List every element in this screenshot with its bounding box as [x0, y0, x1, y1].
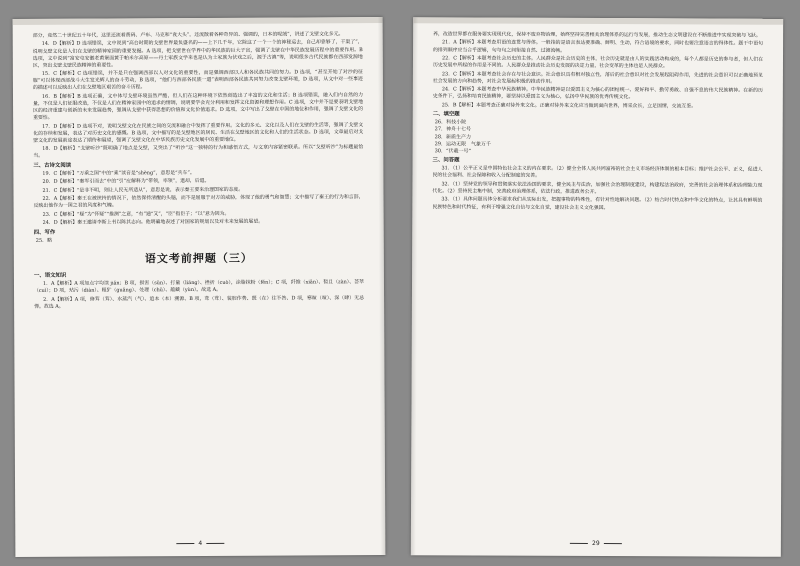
paper-title: 语文考前押题（三）: [144, 251, 253, 266]
paragraph: 17．D【解析】D 选项不对，说明戈壁文化在民族之间的交流和融合中发挥了重要作用。文化的多元、文化以及人们在戈壁的生活等，强调了戈壁文化的存续和发展，表达了对历史文化的感慨。B 选项，文中描写的是戈壁地区的居民、生活在戈壁地区的文化和人们的生活状态。D 选项，文章最后对戈壁文化的发展前途表达了期待和展望，强调了戈壁文化在中华民族历史文化发展中的重要地位。: [33, 121, 364, 144]
paragraph: 21．A【解析】本题考查用语的连贯与得体。一般指的是语言表达要准确、鲜明、生动，符合语境的要求，同时也要注意语言的得体性。题干中语句的排列顺序应当合乎逻辑，句与句之间衔接自然、过渡流畅。: [433, 39, 764, 54]
paragraph: 19．C【解析】“万乘之国”中的“乘”读音是“shèng”，意思是“兵车”。: [42, 169, 195, 177]
paragraph: 33．（1）具体问题具体分析要求我们从实际出发，把握事物的特殊性，有针对性地解决问题。（2）结合时代特点和中华文化的特点，让其具有鲜明的民族特色和时代特征，有利于增强文化自信与文化自觉，建设社会主义文化强国。: [432, 196, 763, 211]
section-heading: 一、语文知识: [33, 272, 67, 280]
paragraph: 24．D【解析】秦王邀请李斯上书以陈其志向。他明确地表述了对国家的规划以及对未来发展的展望。: [42, 219, 264, 227]
fill-answer: 28．新质生产力: [434, 133, 472, 141]
fill-answer: 30．“伏羲一号”: [434, 148, 472, 155]
page-number: 4: [15, 539, 385, 548]
right-page: [411, 17, 783, 557]
page-top-shadow: [413, 17, 783, 25]
writing-answer: 25．略: [35, 237, 53, 244]
section-heading: 四、写作: [33, 229, 56, 236]
fill-answer: 26．科技小院: [434, 119, 467, 126]
page-gutter: [411, 17, 418, 555]
left-page: [13, 17, 386, 557]
section-heading: 三、问答题: [432, 157, 460, 164]
page-number: 29: [411, 539, 781, 548]
left-page-content: [33, 31, 366, 529]
fill-answer: 29．运动无限 气象万千: [434, 141, 492, 148]
paragraph: 23．C【解析】“疑”为“怀疑”“推测”之意，“有”通“又”，“臣”指臣子；“以”意为因为。: [42, 210, 230, 218]
paragraph: 部分，竟然二十世纪五十年代，这里还流着黄码、卢布、马克和“袁大头”，还流散着各种奇异的、强调的，日本的呢绒”，讲述了戈壁文化多元。: [32, 31, 344, 39]
paragraph: 20．D【解析】“秦军引而去”中的“引”应解释为“带领，率领”，退却，后退。: [42, 178, 210, 186]
paragraph: 31．（1）公平正义是中国特色社会主义的内在要求。（2）健全全体人民共同富裕的社会主义市场经济体制的根本目标；维护社会公平、正义，促进人民的社会福利、社会保障和收入分配制度的完善。: [432, 165, 763, 180]
paragraph: 21．C【解析】“是非不明，则让人民无所适从”，意思是说，表示秦王要来治理国家的态度。: [42, 186, 244, 194]
paragraph: 25．B【解析】本题考查正确对待外来文化。正确对待外来文化应当做到面向世界，博采众长，立足国情，交流互鉴。: [441, 102, 697, 110]
paragraph: 32．（1）坚持党的领导和贯彻落实依法治国的要求，健全民主与法治，加强社会治理制度建设，构建起法治政府，完善的社会治理体系和治理能力现代化。（2）坚持民主集中制，完善政府治理体系，依法行政，推进政务公开。: [432, 181, 763, 195]
section-heading: 二、填空题: [432, 111, 460, 118]
page-top-shadow: [13, 17, 383, 25]
section-heading: 三、古诗文阅读: [33, 162, 72, 169]
paragraph: 养，改造世界都在服务要实现现代化，保持不废弃物治理，始终坚持完善相关治理体系的运行与发展，推动生态文明建设在不断推进中实现突破与飞跃。: [433, 31, 761, 39]
paragraph: 2．A【解析】A 项，修茸（茸）、水蒸汽（气）、追本（本）溯源、B 项，茸（茸）、装腔作势、既（在）往不咎、D 项，寒暄（喧）、深（肆）无忌惮。故选 A。: [34, 294, 365, 310]
paragraph: 24．C【解析】本题考查中华民族精神。中华民族精神是以爱国主义为核心的团结统一、爱好和平、勤劳勇敢、自强不息的伟大民族精神。在新的历史条件下，弘扬和培育民族精神，要坚持以爱国主义为核心，弘扬中华民族的优秀传统文化。: [432, 86, 763, 101]
paragraph: 22．A【解析】秦王在被挟持的情况下，依然保持清醒的头脑，而不是屈服于对方的威胁，体现了他的勇气和智慧；文中描写了秦王的行为和言辞，反映出他作为一国之君的风度和气魄。: [33, 194, 364, 210]
page-gutter: [378, 17, 386, 555]
right-page-content: [431, 31, 763, 528]
paragraph: 14．D【解析】D 选项错误，文中说到“高台时期的戈壁世界最负盛名的——上下几千年，它除这了一个一个的神秘运去，自己却靠够了，干渠了”，说明戈壁文化是人们在戈壁的精神家园的重要发掘。A 选项，把戈壁世在学界中的华民族的巨大子宫，强调了戈壁在中华民族发展历程中的重要作用。B 选项，文中说到“富安屯安徽老黄堡面黄于帕米尔高原——丹土家族文学来也是认为土家族为伏戏之后，源于古滇”等，说明很多古代民族都在西部发源地区，突出戈壁戈壁民族精神的重要性。: [32, 39, 363, 69]
paragraph: 18．D【解析】“戈壁听沙”既明确了地点是戈壁，又突出了“听沙”这一独特的行为和感悟方式，与文章内容紧密联系。所以“戈壁听沙”为标题最恰当。: [33, 144, 364, 160]
paragraph: 23．C【解析】本题考查社会存在与社会意识。社会意识具有相对独立性，落后的社会意识对社会发展起阻碍作用，先进的社会意识可以正确地预见社会发展的方向和趋势，对社会发展起积极的推动作用。: [432, 70, 763, 85]
paragraph: 22．C【解析】本题考查社会历史的主体。人民群众是社会历史的主体，社会历史就是由人的实践活动构成的，每个人都是历史的参与者，但人们在历史发展中所起的作用是不同的。人民群众是推动社会历史发展的决定力量，社会变革的主体也是人民群众。: [432, 55, 764, 70]
paragraph: 16．B【解析】B 选项正确，文中体写戈壁环境虽然严酷，但人们在这种环境下依然创造出了丰富的文化和生活；B 选项错误，融入们内自然的力量，不仅是人们征服改造，不仅是人们在精神家园中的追求的情调，说明要学会充分利用和发挥文化资源和理想作用。C 选项，文中并不是要表明戈壁地区的经济重建与创新的未来发展趋势，强调从戈壁中获得思想的价值和文化价值追求。D 选项，文中写出了戈壁在中国的地位和作用，强调了戈壁文化的重要性。: [33, 92, 364, 122]
paragraph: 15．C【解析】C 选项错误，并不是只在强调西部以人对文化的重要性，而是强调西部以人和各民族共同的努力。D 选项，“甚至开始了对沙的征服”可以体现西部战斗大生发光辉人的奋斗劳动，B 选项，“他们与西部各民族一道”表明西部各民族共同努力改变戈壁环境，D 选项，从文中对一些事迹的描述可以反映出人们在戈壁地区艰苦的奋斗历程。: [32, 69, 363, 92]
paragraph: 1．A【解析】A 项加点字均读 jiǎn；B 项，损害（sǔn）、打量（liáng）、挫折（cuò），涂脂抹粉（fěn）；C 项，纤维（xiān）、暂且（zàn）、荟萃（cuì）；D 项，玷污（diàn）、粗犷（guǎng）、处理（chǔ）、蕴藏（yùn）。故选 A。: [34, 279, 364, 295]
fill-answer: 27．神舟十七号: [434, 126, 472, 133]
